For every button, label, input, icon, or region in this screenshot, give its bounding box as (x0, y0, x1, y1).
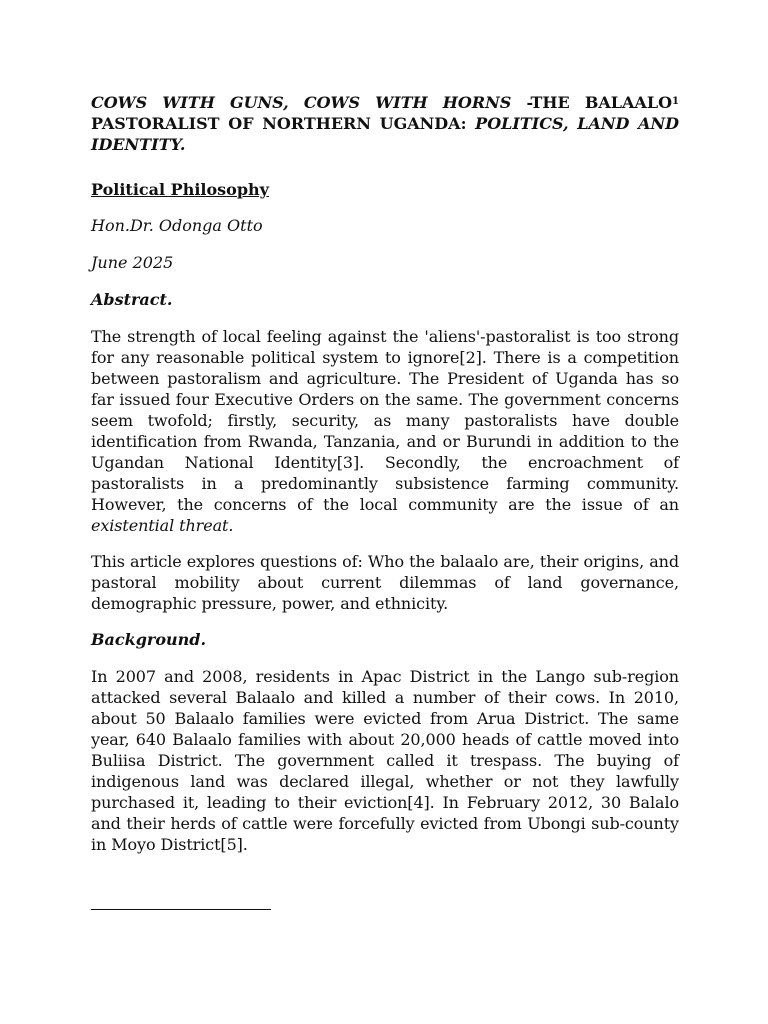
background-paragraph-1: In 2007 and 2008, residents in Apac District in the Lango sub-region attacked several Balaalo and killed a number of their cows. In 2010, about 50 Balaalo families were evicted from Arua District. The same year, 640 Balaalo families with about 20,000 heads of cattle moved into Buliisa District. The government called it trespass. The buying of indigenous land was declared illegal, whether or not they lawfully purchased it, leading to their eviction[4]. In February 2012, 30 Balalo and their herds of cattle were forcefully evicted from Ubongi sub-county in Moyo District[5]. (91, 667, 679, 854)
abstract-paragraph-2: This article explores questions of: Who the balaalo are, their origins, and pastoral mobility about current dilemmas of land governance, demographic pressure, power, and ethnicity. (91, 552, 679, 613)
abstract-paragraph-1-text: The strength of local feeling against the 'aliens'-pastoralist is too strong for any reasonable political system to ignore[2]. There is a competition between pastoralism and agriculture. The President of Uganda has so far issued four Executive Orders on the same. The government concerns seem twofold; firstly, security, as many pastoralists have double identification from Rwanda, Tanzania, and or Burundi in addition to the Ugandan National Identity[3]. Secondly, the encroachment of pastoralists in a predominantly subsistence farming community. However, the concerns of the local community are the issue of an (91, 327, 679, 514)
title-italic-part: COWS WITH GUNS, COWS WITH HORNS (91, 93, 512, 112)
title-part-balaalo: -THE BALAALO (511, 93, 673, 112)
abstract-heading: Abstract. (91, 290, 173, 309)
publication-date: June 2025 (91, 253, 174, 272)
document-title (91, 92, 679, 155)
abstract-emphasis: existential threat. (91, 516, 234, 535)
footnote-mark[interactable]: 1 (672, 96, 679, 107)
title-part-pastoralist: PASTORALIST OF NORTHERN UGANDA: (91, 114, 476, 133)
title-italic-subtitle: POLITICS, LAND AND IDENTITY. (91, 114, 679, 154)
footnote-separator (91, 909, 271, 910)
document-page (91, 92, 679, 855)
author-name: Hon.Dr. Odonga Otto (91, 216, 263, 235)
section-label: Political Philosophy (91, 180, 269, 199)
abstract-paragraph-1 (91, 326, 679, 536)
background-heading: Background. (91, 630, 207, 649)
